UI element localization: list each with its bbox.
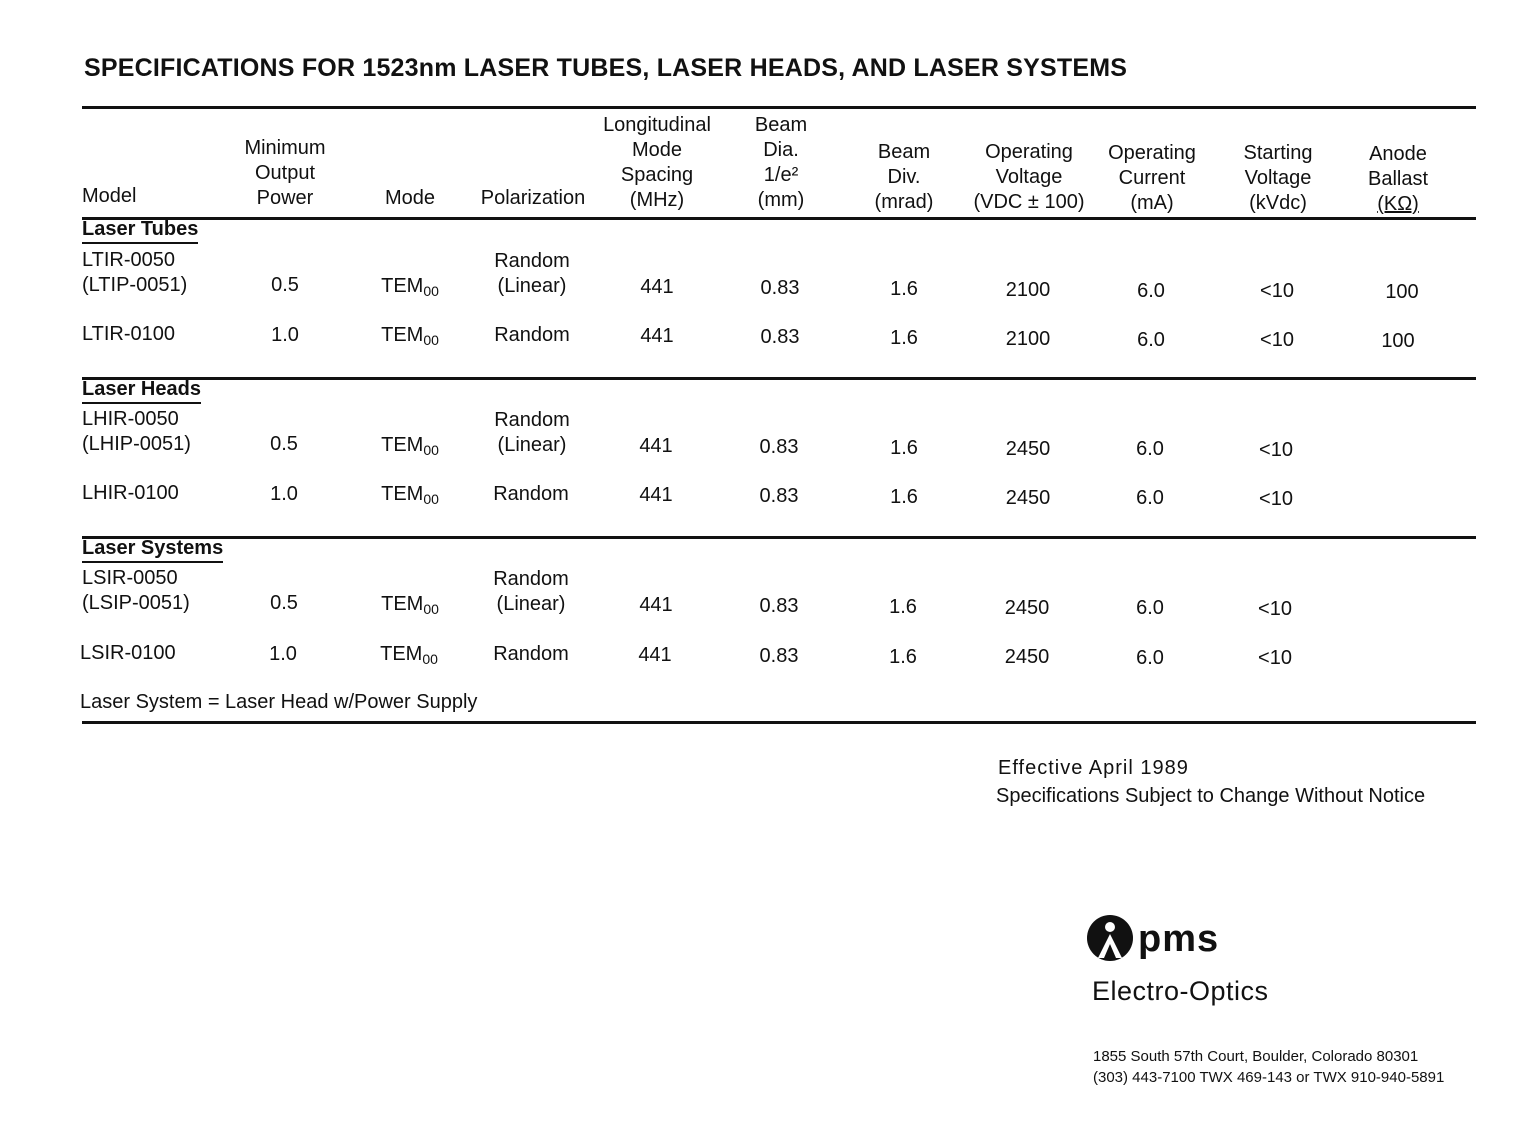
table-row-model: LHIR-0050 (LHIP-0051) [82, 408, 191, 455]
cell-current: 6.0 [1136, 647, 1164, 669]
cell-starting-voltage: <10 [1259, 439, 1293, 461]
cell-beam-div: 1.6 [890, 437, 918, 459]
cell-power: 0.5 [271, 274, 299, 296]
cell-current: 6.0 [1136, 438, 1164, 460]
cell-starting-voltage: <10 [1260, 280, 1294, 302]
cell-beam-dia: 0.83 [759, 436, 799, 458]
header-operating-voltage: Operating Voltage (VDC ± 100) [973, 141, 1085, 213]
section-rule [82, 377, 1476, 380]
header-min-output-power: Minimum Output Power [244, 137, 326, 209]
cell-beam-div: 1.6 [890, 278, 918, 300]
cell-mode: $TEM_{00}$ [381, 483, 439, 507]
cell-power: 1.0 [269, 643, 297, 665]
table-top-rule [82, 106, 1476, 109]
cell-polarization: Random [493, 643, 569, 665]
header-longitudinal-mode-spacing: Longitudinal Mode Spacing (MHz) [603, 114, 711, 211]
cell-polarization: Random (Linear) [494, 250, 570, 297]
table-row-model: LTIR-0050 (LTIP-0051) [82, 249, 188, 296]
cell-voltage: 2450 [1004, 646, 1050, 668]
footnote: Laser System = Laser Head w/Power Supply [80, 691, 478, 713]
header-bottom-rule [82, 217, 1476, 220]
cell-mode: $TEM_{00}$ [381, 434, 439, 458]
header-beam-div: Beam Div. (mrad) [874, 141, 934, 213]
cell-beam-dia: 0.83 [759, 595, 799, 617]
cell-voltage: 2100 [1005, 328, 1051, 350]
cell-current: 6.0 [1136, 597, 1164, 619]
effective-date: Effective April 1989 [998, 757, 1189, 779]
cell-voltage: 2450 [1004, 597, 1050, 619]
table-row-model: LSIR-0100 [80, 642, 176, 664]
cell-ballast: 100 [1385, 281, 1419, 303]
cell-beam-dia: 0.83 [759, 485, 799, 507]
cell-beam-div: 1.6 [890, 486, 918, 508]
cell-polarization: Random [494, 324, 570, 346]
cell-power: 1.0 [270, 483, 298, 505]
cell-starting-voltage: <10 [1258, 598, 1292, 620]
cell-power: 0.5 [270, 433, 298, 455]
section-heading-laser-tubes: Laser Tubes [82, 218, 198, 244]
change-notice: Specifications Subject to Change Without Notice [996, 785, 1426, 807]
cell-ballast: 100 [1381, 330, 1415, 352]
cell-beam-dia: 0.83 [760, 326, 800, 348]
cell-starting-voltage: <10 [1259, 488, 1293, 510]
cell-voltage: 2100 [1005, 279, 1051, 301]
cell-beam-div: 1.6 [890, 327, 918, 349]
cell-beam-div: 1.6 [889, 646, 917, 668]
header-operating-current: Operating Current (mA) [1108, 142, 1196, 214]
pms-logo-icon [1086, 914, 1134, 962]
cell-spacing: 441 [639, 594, 673, 616]
cell-beam-dia: 0.83 [759, 645, 799, 667]
cell-power: 0.5 [270, 592, 298, 614]
cell-spacing: 441 [639, 435, 673, 457]
cell-current: 6.0 [1137, 280, 1165, 302]
cell-polarization: Random [493, 483, 569, 505]
cell-beam-dia: 0.83 [760, 277, 800, 299]
cell-spacing: 441 [638, 644, 672, 666]
company-address: 1855 South 57th Court, Boulder, Colorado 80301 (303) 443-7100 TWX 469-143 or TWX 910-940-5891 [1093, 1048, 1445, 1086]
cell-power: 1.0 [271, 324, 299, 346]
cell-spacing: 441 [640, 325, 674, 347]
cell-mode: $TEM_{00}$ [381, 324, 439, 348]
cell-voltage: 2450 [1005, 438, 1051, 460]
logo-wordmark: pms [1138, 918, 1220, 960]
section-heading-laser-systems: Laser Systems [82, 537, 223, 563]
table-bottom-rule [82, 721, 1476, 724]
table-row-model: LHIR-0100 [82, 482, 179, 504]
cell-mode: $TEM_{00}$ [380, 643, 438, 667]
cell-spacing: 441 [640, 276, 674, 298]
cell-current: 6.0 [1137, 329, 1165, 351]
table-row-model: LSIR-0050 (LSIP-0051) [82, 567, 190, 614]
header-mode: Mode [384, 187, 436, 209]
cell-starting-voltage: <10 [1258, 647, 1292, 669]
logo-subtitle: Electro-Optics [1092, 976, 1269, 1006]
table-row-model: LTIR-0100 [82, 323, 176, 345]
header-starting-voltage: Starting Voltage (kVdc) [1243, 142, 1313, 214]
section-heading-laser-heads: Laser Heads [82, 378, 201, 404]
document-title: SPECIFICATIONS FOR 1523nm LASER TUBES, LASER HEADS, AND LASER SYSTEMS [84, 54, 1128, 82]
cell-mode: $TEM_{00}$ [381, 593, 439, 617]
header-polarization: Polarization [480, 187, 586, 209]
cell-current: 6.0 [1136, 487, 1164, 509]
cell-voltage: 2450 [1005, 487, 1051, 509]
cell-spacing: 441 [639, 484, 673, 506]
cell-polarization: Random (Linear) [493, 568, 569, 615]
header-beam-dia: Beam Dia. 1/e² (mm) [754, 114, 808, 211]
cell-starting-voltage: <10 [1260, 329, 1294, 351]
company-logo [1086, 914, 1346, 1014]
cell-mode: $TEM_{00}$ [381, 275, 439, 299]
header-model: Model [82, 185, 137, 207]
cell-beam-div: 1.6 [889, 596, 917, 618]
cell-polarization: Random (Linear) [494, 409, 570, 456]
header-anode-ballast: Anode Ballast (KΩ) [1367, 143, 1429, 215]
section-rule [82, 536, 1476, 539]
